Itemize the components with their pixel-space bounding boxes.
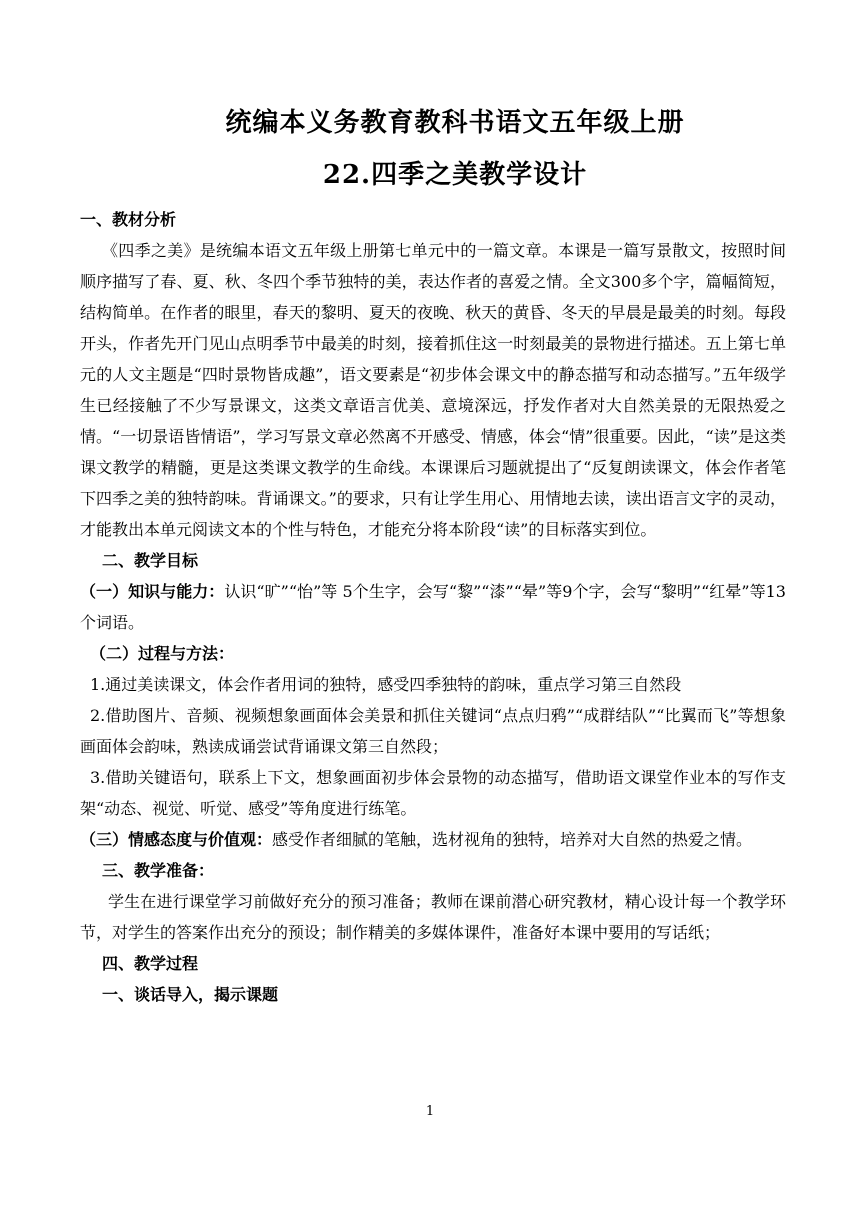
page-number: 1 (425, 1104, 435, 1119)
section-heading-process: 四、教学过程 (102, 954, 199, 973)
goal-knowledge-text: 认识“旷”“怡”等 5个生字，会写“黎”“漆”“晕”等9个字，会写“黎明”“红晕”等13个词语。 (80, 582, 786, 632)
section-heading-goals: 二、教学目标 (102, 551, 199, 570)
document-body (80, 204, 786, 1010)
process-step-heading: 一、谈话导入，揭示课题 (102, 985, 279, 1004)
goal-knowledge-label: （一）知识与能力： (80, 582, 225, 601)
section-heading-analysis: 一、教材分析 (80, 210, 177, 229)
goal-process-label: （二）过程与方法： (90, 644, 235, 663)
lesson-title: 22.四季之美教学设计 (322, 160, 588, 190)
goal-process-item: 1.通过美读课文，体会作者用词的独特，感受四季独特的韵味，重点学习第三自然段 (90, 675, 682, 694)
goal-process-item: 2.借助图片、音频、视频想象画面体会美景和抓住关键词“点点归鸦”“成群结队”“比翼而飞”等想象画面体会韵味，熟读成诵尝试背诵课文第三自然段； (80, 706, 786, 756)
goal-process-item: 3.借助关键语句，联系上下文，想象画面初步体会景物的动态描写，借助语文课堂作业本的写作支架“动态、视觉、听觉、感受”等角度进行练笔。 (80, 768, 786, 818)
goal-emotion-text: 感受作者细腻的笔触，选材视角的独特，培养对大自然的热爱之情。 (272, 830, 753, 849)
goal-emotion-label: （三）情感态度与价值观： (80, 830, 273, 849)
section-heading-preparation: 三、教学准备： (102, 861, 215, 880)
goal-emotion (80, 824, 786, 855)
document-title: 统编本义务教育教科书语文五年级上册 (225, 108, 685, 138)
goal-knowledge (80, 576, 786, 638)
analysis-paragraph: 《四季之美》是统编本语文五年级上册第七单元中的一篇文章。本课是一篇写景散文，按照时间顺序描写了春、夏、秋、冬四个季节独特的美，表达作者的喜爱之情。全文300多个字，篇幅简短，结构简单。在作者的眼里，春天的黎明、夏天的夜晚、秋天的黄昏、冬天的早晨是最美的时刻。每段开头，作者先开门见山点明季节中最美的时刻，接着抓住这一时刻最美的景物进行描述。五上第七单元的人文主题是“四时景物皆成趣”，语文要素是“初步体会课文中的静态描写和动态描写。”五年级学生已经接触了不少写景课文，这类文章语言优美、意境深远，抒发作者对大自然美景的无限热爱之情。“一切景语皆情语”，学习写景文章必然离不开感受、情感，体会“情”很重要。因此，“读”是这类课文教学的精髓，更是这类课文教学的生命线。本课课后习题就提出了“反复朗读课文，体会作者笔下四季之美的独特韵味。背诵课文。”的要求，只有让学生用心、用情地去读，读出语言文字的灵动，才能教出本单元阅读文本的个性与特色，才能充分将本阶段“读”的目标落实到位。 (80, 241, 786, 539)
preparation-paragraph: 学生在进行课堂学习前做好充分的预习准备；教师在课前潜心研究教材，精心设计每一个教学环节，对学生的答案作出充分的预设；制作精美的多媒体课件，准备好本课中要用的写话纸； (80, 892, 786, 942)
